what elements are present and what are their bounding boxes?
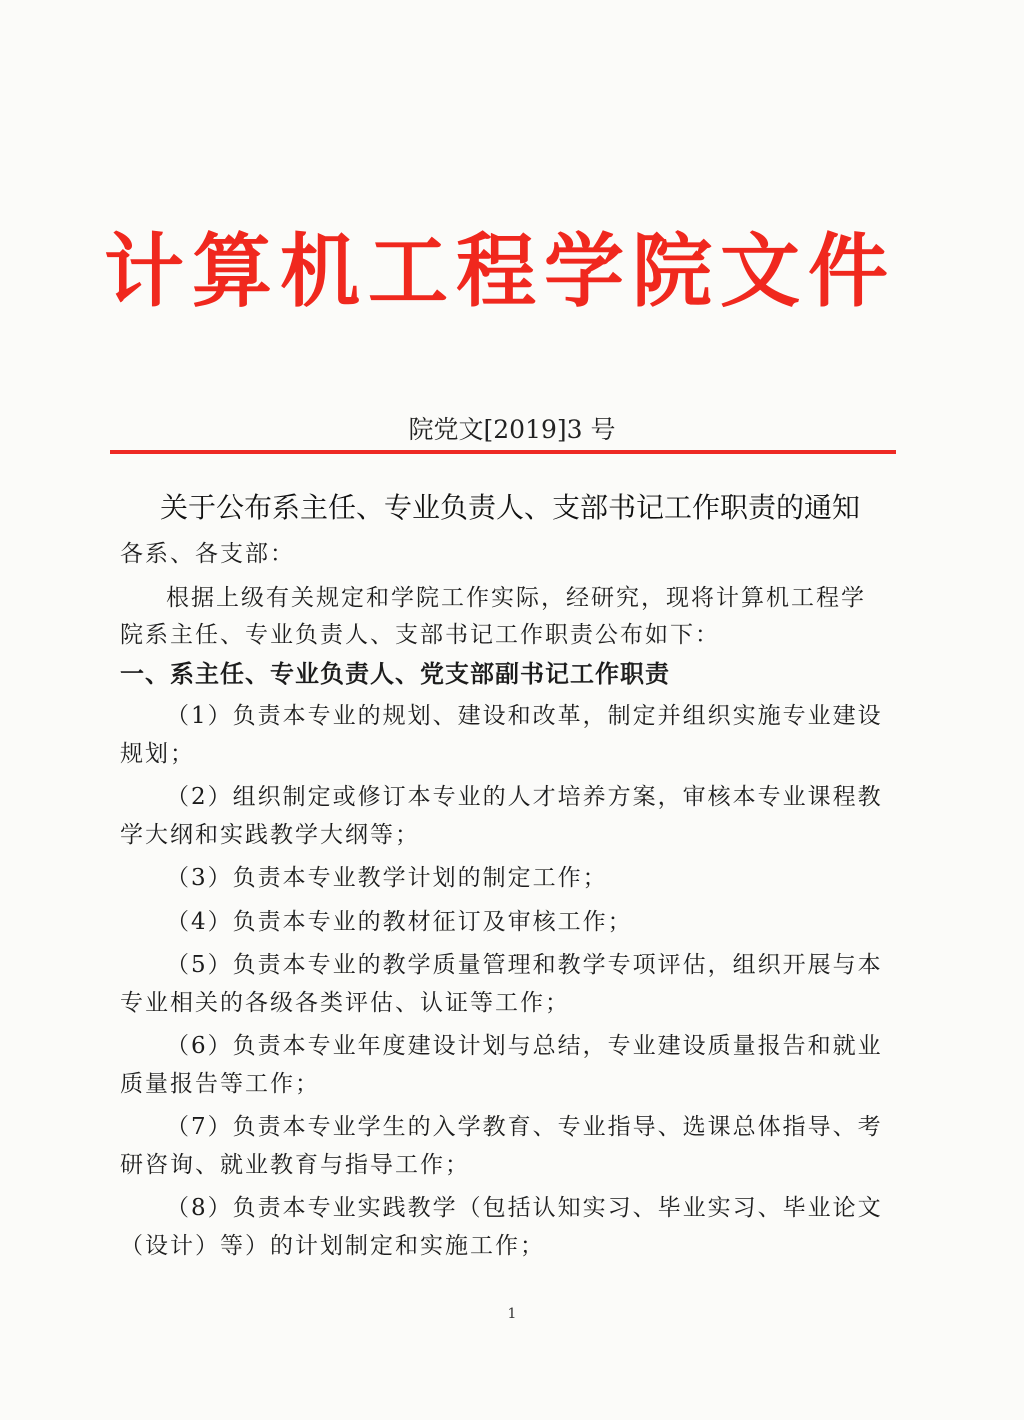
document-header-title: 计算机工程学院文件	[104, 225, 896, 318]
red-divider-line	[110, 450, 896, 454]
page-number: 1	[507, 1306, 517, 1322]
duty-item-5: （5）负责本专业的教学质量管理和教学专项评估，组织开展与本专业相关的各级各类评估、认证等工作；	[120, 952, 883, 1016]
duty-item-7: （7）负责本专业学生的入学教育、专业指导、选课总体指导、考研咨询、就业教育与指导工作；	[120, 1114, 883, 1178]
duty-item-1: （1）负责本专业的规划、建设和改革，制定并组织实施专业建设规划；	[120, 703, 883, 767]
duty-item-6: （6）负责本专业年度建设计划与总结，专业建设质量报告和就业质量报告等工作；	[120, 1033, 883, 1097]
notice-body	[120, 536, 890, 1265]
notice-title: 关于公布系主任、专业负责人、支部书记工作职责的通知	[159, 491, 860, 524]
duty-item-2: （2）组织制定或修订本专业的人才培养方案，审核本专业课程教学大纲和实践教学大纲等；	[120, 784, 883, 848]
section-heading: 一、系主任、专业负责人、党支部副书记工作职责	[120, 658, 670, 688]
duty-item-8: （8）负责本专业实践教学（包括认知实习、毕业实习、毕业论文（设计）等）的计划制定和实施工作；	[120, 1195, 883, 1259]
document-number: 院党文[2019]3 号	[408, 415, 616, 444]
salutation: 各系、各支部：	[120, 541, 295, 567]
intro-paragraph: 根据上级有关规定和学院工作实际，经研究，现将计算机工程学院系主任、专业负责人、支部书记工作职责公布如下：	[120, 584, 866, 648]
duty-item-4: （4）负责本专业的教材征订及审核工作；	[166, 908, 633, 935]
duty-item-3: （3）负责本专业教学计划的制定工作；	[166, 865, 608, 891]
